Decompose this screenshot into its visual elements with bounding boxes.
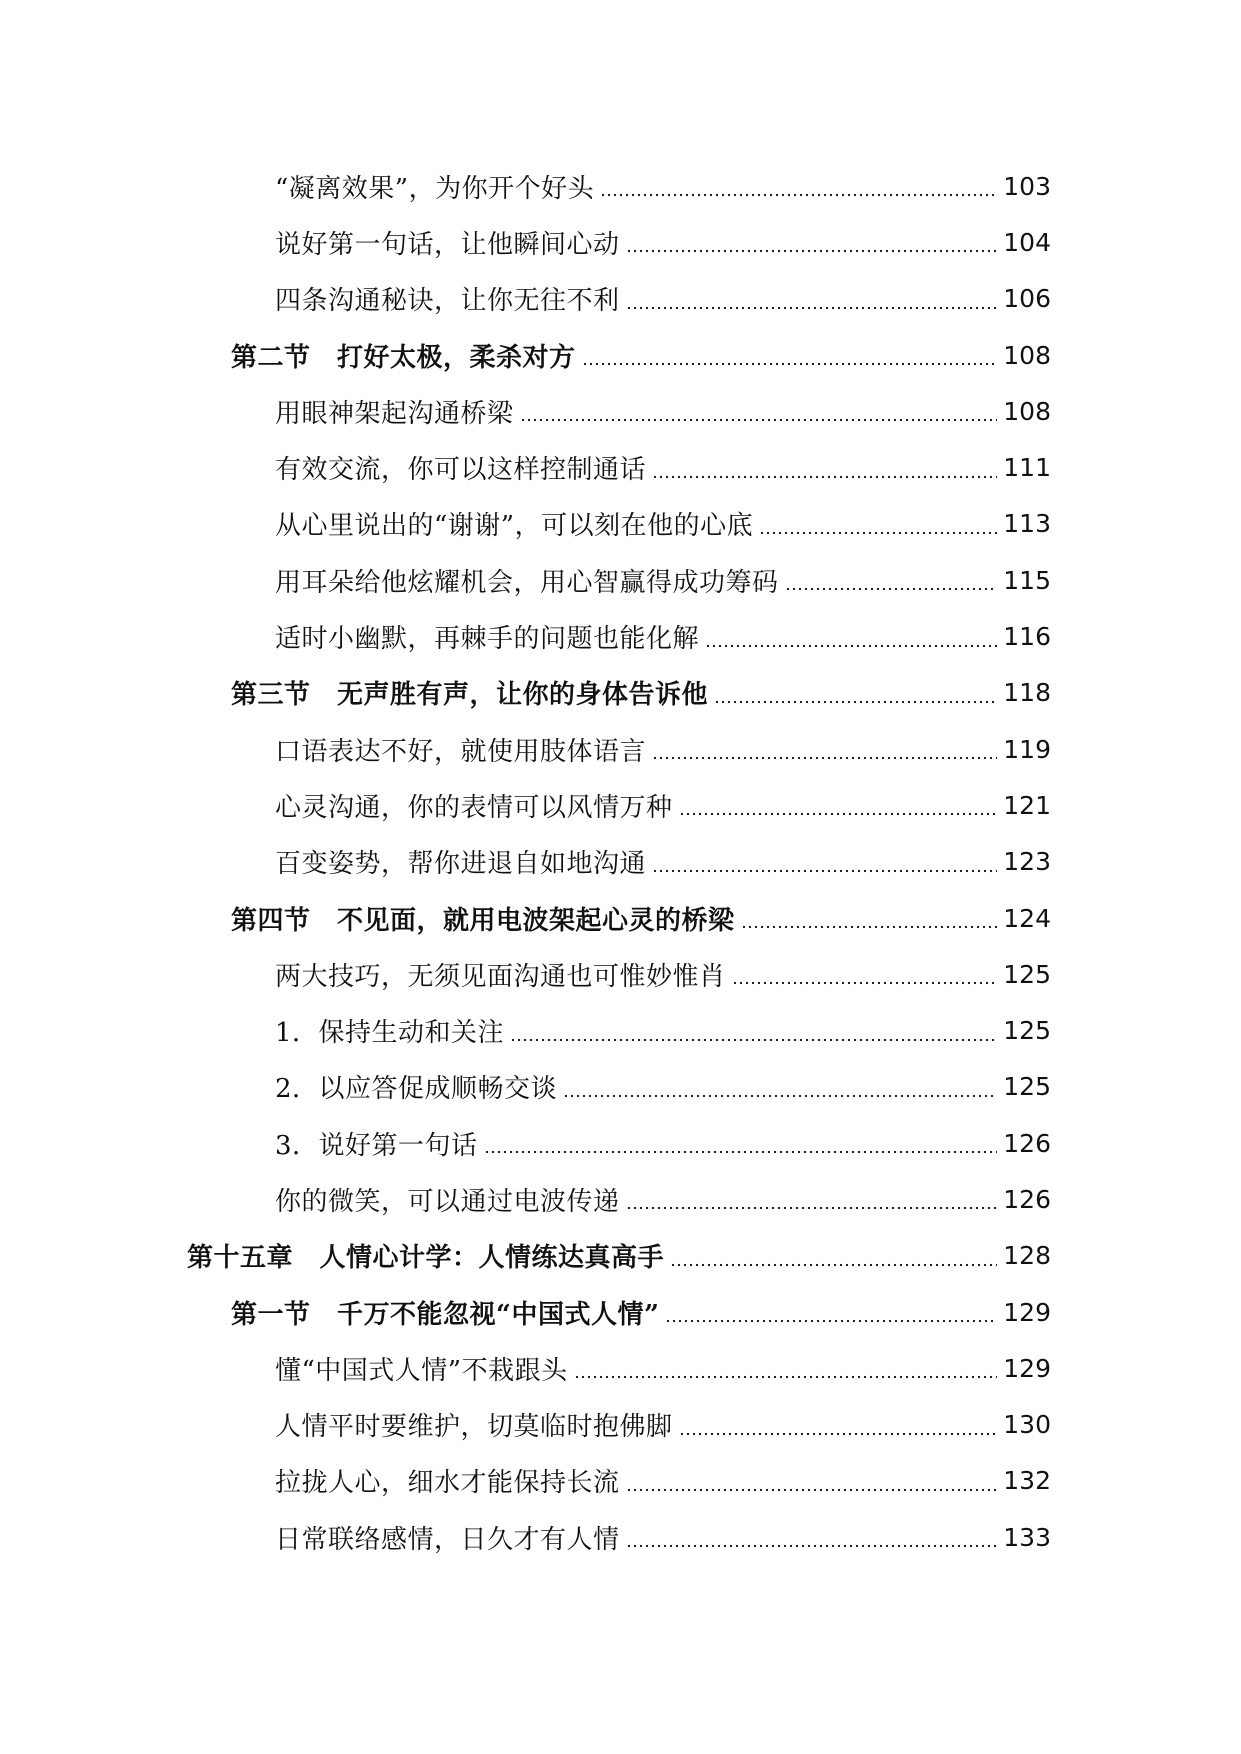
toc-dot-leader (679, 812, 998, 816)
toc-dot-leader (520, 418, 998, 422)
toc-dot-leader (563, 1094, 997, 1098)
toc-entry-page-number: 130 (1003, 1410, 1051, 1440)
toc-entry[interactable] (0, 214, 1241, 270)
toc-dot-leader (652, 756, 997, 760)
toc-entry-page-number: 132 (1003, 1466, 1051, 1496)
toc-entry-page-number: 125 (1003, 1016, 1051, 1046)
toc-entry[interactable] (0, 777, 1241, 833)
toc-entry-title: 拉拢人心，细水才能保持长流 (275, 1468, 620, 1499)
toc-entry-title: 2．以应答促成顺畅交谈 (275, 1074, 558, 1105)
toc-entry-title: 两大技巧，无须见面沟通也可惟妙惟肖 (275, 961, 726, 992)
toc-entry-page-number: 108 (1003, 396, 1051, 426)
toc-entry[interactable] (0, 1002, 1241, 1058)
toc-entry-title: 适时小幽默，再棘手的问题也能化解 (275, 624, 700, 655)
toc-entry[interactable] (0, 439, 1241, 495)
toc-entry[interactable] (0, 946, 1241, 1002)
toc-entry-title: 第一节 千万不能忽视“中国式人情” (231, 1299, 660, 1330)
toc-dot-leader (626, 1206, 998, 1210)
toc-dot-leader (626, 306, 998, 310)
toc-entry[interactable] (0, 834, 1241, 890)
toc-dot-leader (574, 1375, 998, 1379)
toc-entry-page-number: 103 (1003, 171, 1051, 201)
toc-dot-leader (665, 1319, 997, 1323)
toc-entry-page-number: 123 (1003, 847, 1051, 877)
toc-entry-page-number: 125 (1003, 959, 1051, 989)
toc-entry-title: 第二节 打好太极，柔杀对方 (231, 342, 576, 373)
toc-entry-title: 懂“中国式人情”不栽跟头 (275, 1355, 568, 1386)
toc-dot-leader (759, 531, 997, 535)
toc-dot-leader (679, 1432, 998, 1436)
toc-entry-page-number: 119 (1003, 734, 1051, 764)
toc-entry-page-number: 126 (1003, 1128, 1051, 1158)
toc-entry[interactable] (0, 1228, 1241, 1284)
toc-entry[interactable] (0, 721, 1241, 777)
toc-entry-title: 心灵沟通，你的表情可以风情万种 (275, 792, 673, 823)
toc-entry-title: 百变姿势，帮你进退自如地沟通 (275, 849, 647, 880)
toc-entry-title: 第三节 无声胜有声，让你的身体告诉他 (231, 680, 709, 711)
toc-entry[interactable] (0, 552, 1241, 608)
toc-entry-title: 1．保持生动和关注 (275, 1018, 505, 1049)
toc-entry-page-number: 121 (1003, 790, 1051, 820)
toc-entry[interactable] (0, 496, 1241, 552)
toc-entry[interactable] (0, 383, 1241, 439)
toc-entry-page-number: 124 (1003, 903, 1051, 933)
toc-dot-leader (582, 362, 998, 366)
toc-entry-page-number: 104 (1003, 227, 1051, 257)
toc-entry-title: 从心里说出的“谢谢”，可以刻在他的心底 (275, 511, 754, 542)
toc-entry-page-number: 118 (1003, 678, 1051, 708)
toc-entry[interactable] (0, 327, 1241, 383)
toc-entry[interactable] (0, 665, 1241, 721)
toc-entry-title: 日常联络感情，日久才有人情 (275, 1524, 620, 1555)
toc-entry-title: 用耳朵给他炫耀机会，用心智赢得成功筹码 (275, 567, 779, 598)
toc-entry[interactable] (0, 1115, 1241, 1171)
toc-entry[interactable] (0, 1059, 1241, 1115)
toc-entry-page-number: 106 (1003, 284, 1051, 314)
toc-entry[interactable] (0, 1171, 1241, 1227)
toc-entry-title: 第四节 不见面，就用电波架起心灵的桥梁 (231, 905, 735, 936)
toc-entry-page-number: 129 (1003, 1353, 1051, 1383)
toc-entry-page-number: 128 (1003, 1241, 1051, 1271)
toc-dot-leader (626, 249, 998, 253)
toc-entry-title: 第十五章 人情心计学：人情练达真高手 (187, 1243, 665, 1274)
toc-entry-page-number: 116 (1003, 622, 1051, 652)
toc-entry-title: 你的微笑，可以通过电波传递 (275, 1186, 620, 1217)
toc-dot-leader (484, 1150, 998, 1154)
toc-entry-page-number: 126 (1003, 1184, 1051, 1214)
toc-dot-leader (600, 193, 997, 197)
toc-entry[interactable] (0, 1509, 1241, 1565)
toc-entry-title: 口语表达不好，就使用肢体语言 (275, 736, 647, 767)
toc-dot-leader (732, 981, 998, 985)
toc-entry-title: 说好第一句话，让他瞬间心动 (275, 229, 620, 260)
toc-entry-page-number: 111 (1003, 453, 1051, 483)
toc-dot-leader (714, 700, 997, 704)
toc-entry[interactable] (0, 271, 1241, 327)
toc-entry-title: 四条沟通秘诀，让你无往不利 (275, 286, 620, 317)
toc-entry-title: 3．说好第一句话 (275, 1130, 478, 1161)
toc-entry-page-number: 125 (1003, 1072, 1051, 1102)
toc-entry[interactable] (0, 890, 1241, 946)
toc-entry-page-number: 108 (1003, 340, 1051, 370)
toc-entry[interactable] (0, 1397, 1241, 1453)
toc-dot-leader (670, 1263, 997, 1267)
toc-entry-title: 人情平时要维护，切莫临时抱佛脚 (275, 1412, 673, 1443)
toc-dot-leader (741, 925, 998, 929)
toc-dot-leader (652, 869, 997, 873)
toc-entry[interactable] (0, 158, 1241, 214)
toc-dot-leader (785, 587, 998, 591)
toc-dot-leader (705, 644, 997, 648)
toc-dot-leader (652, 475, 997, 479)
toc-entry[interactable] (0, 1340, 1241, 1396)
toc-entry-page-number: 113 (1003, 509, 1051, 539)
table-of-contents (0, 158, 1241, 1565)
toc-entry[interactable] (0, 608, 1241, 664)
toc-entry-title: 用眼神架起沟通桥梁 (275, 398, 514, 429)
toc-entry-title: “凝离效果”，为你开个好头 (275, 173, 595, 204)
toc-dot-leader (510, 1038, 997, 1042)
toc-dot-leader (626, 1488, 998, 1492)
toc-entry[interactable] (0, 1284, 1241, 1340)
toc-entry[interactable] (0, 1453, 1241, 1509)
toc-entry-page-number: 133 (1003, 1522, 1051, 1552)
toc-entry-title: 有效交流，你可以这样控制通话 (275, 455, 647, 486)
toc-entry-page-number: 115 (1003, 565, 1051, 595)
toc-entry-page-number: 129 (1003, 1297, 1051, 1327)
toc-dot-leader (626, 1544, 998, 1548)
